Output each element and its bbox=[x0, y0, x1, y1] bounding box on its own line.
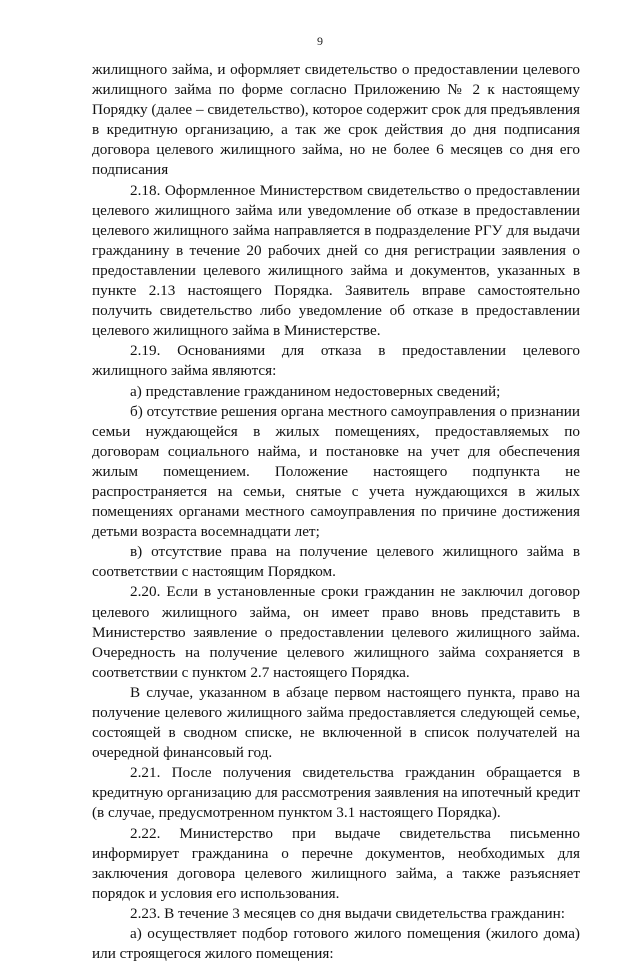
paragraph-2-23: 2.23. В течение 3 месяцев со дня выдачи свидетельства гражданин: bbox=[130, 904, 565, 922]
paragraph-2-19-v: в) отсутствие права на получение целевого жилищного займа в соответствии с настоящим Порядком. bbox=[92, 543, 580, 581]
paragraph-2-22: 2.22. Министерство при выдаче свидетельства письменно информирует гражданина о перечне документов, необходимых для заключения договора целевого жилищного займа, а также разъясняет порядок и условия его использования. bbox=[92, 824, 580, 902]
paragraph-2-21: 2.21. После получения свидетельства гражданин обращается в кредитную организацию для рассмотрения заявления на ипотечный кредит (в случае, предусмотренном пунктом 3.1 настоящего Порядка). bbox=[92, 764, 580, 822]
paragraph-2-19: 2.19. Основаниями для отказа в предоставлении целевого жилищного займа являются: bbox=[92, 342, 580, 380]
paragraph-2-20: 2.20. Если в установленные сроки гражданин не заключил договор целевого жилищного займа, он имеет право вновь представить в Министерство заявление о предоставлении целевого жилищного займа. Очередность на получение целевого жилищного займа сохраняется в соответствии с пунктом 2.7 настоящего Порядка. bbox=[92, 583, 580, 681]
page-number: 9 bbox=[317, 34, 323, 48]
paragraph-2-20-case: В случае, указанном в абзаце первом настоящего пункта, право на получение целевого жилищного займа предоставляется следующей семье, состоящей в сводном списке, не включенной в список получателей на очередной финансовый год. bbox=[92, 683, 580, 762]
paragraph-2-18: 2.18. Оформленное Министерством свидетельство о предоставлении целевого жилищного займа или уведомление об отказе в предоставлении целевого жилищного займа направляется в подразделение РГУ для выдачи гражданину в течение 20 рабочих дней со дня регистрации заявления о предоставлении целевого жилищного займа и документов, указанных в пункте 2.13 настоящего Порядка. Заявитель вправе самостоятельно получить свидетельство либо уведомление об отказе в предоставлении целевого жилищного займа в Министерстве. bbox=[92, 181, 580, 340]
paragraph-2-19-a: а) представление гражданином недостоверных сведений; bbox=[130, 382, 501, 400]
document-body bbox=[92, 60, 580, 964]
paragraph-2-19-b: б) отсутствие решения органа местного самоуправления о признании семьи нуждающейся в жилых помещениях, предоставляемых по договорам социального найма, и постановке на учет для обеспечения жилым помещением. Положение настоящего подпункта не распространяется на семьи, снятые с учета нуждающихся в жилых помещениях органами местного самоуправления по причине достижения детьми возраста восемнадцати лет; bbox=[92, 402, 580, 541]
paragraph-2-23-a: а) осуществляет подбор готового жилого помещения (жилого дома) или строящегося жилого помещения: bbox=[92, 925, 580, 963]
paragraph-continuation: жилищного займа, и оформляет свидетельство о предоставлении целевого жилищного займа по форме согласно Приложению № 2 к настоящему Порядку (далее – свидетельство), которое содержит срок для предъявления в кредитную организацию, а так же срок действия до дня подписания договора целевого жилищного займа, но не более 6 месяцев со дня его подписания bbox=[92, 61, 580, 179]
